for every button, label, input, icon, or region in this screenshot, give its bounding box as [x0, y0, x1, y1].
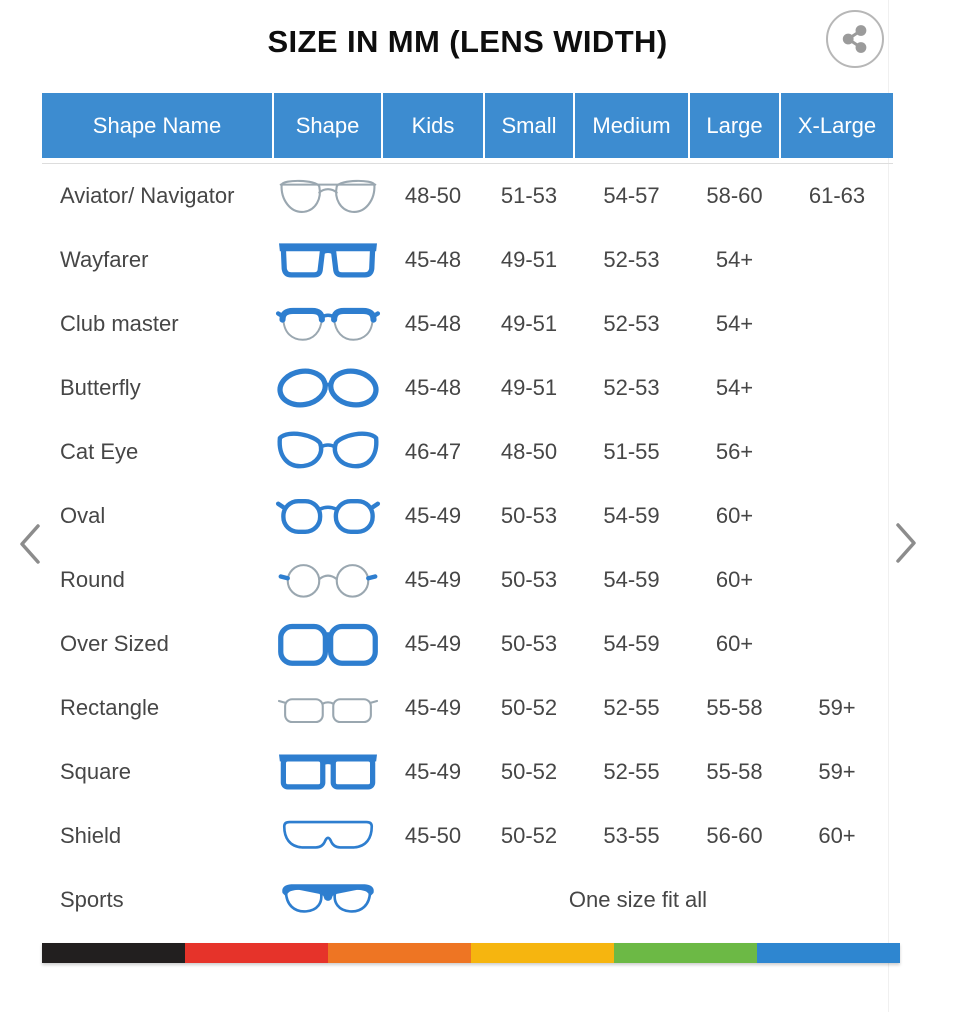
size-value: 49-51: [500, 311, 558, 336]
share-icon: [838, 22, 872, 56]
size-value: 60+: [715, 567, 754, 592]
row-shape-cell: [274, 164, 381, 228]
size-value: 50-52: [500, 695, 558, 720]
sports-glasses-icon: [275, 872, 381, 928]
column-header-shape-name: Shape Name: [42, 93, 272, 158]
row-name: Butterfly: [60, 375, 141, 400]
size-value: 60+: [818, 823, 856, 848]
chevron-left-icon: [16, 522, 44, 566]
row-shape-cell: [274, 484, 381, 548]
size-value: 60+: [715, 503, 754, 528]
chevron-right-icon: [892, 521, 920, 565]
size-value: 49-51: [500, 247, 558, 272]
size-value: 51-53: [500, 183, 558, 208]
row-shape-cell: [274, 548, 381, 612]
stripe-segment-green: [614, 943, 757, 963]
size-value: 58-60: [706, 183, 763, 208]
shield-glasses-icon: [275, 808, 381, 864]
size-value: 54-57: [603, 183, 660, 208]
row-shape-cell: [274, 676, 381, 740]
size-value: 45-50: [404, 823, 462, 848]
size-value: 52-53: [603, 375, 660, 400]
row-name: Wayfarer: [60, 247, 149, 272]
size-value: 53-55: [603, 823, 660, 848]
size-value: 48-50: [404, 183, 462, 208]
round-glasses-icon: [275, 552, 381, 608]
row-name: Round: [60, 567, 125, 592]
size-value: 55-58: [706, 759, 763, 784]
column-header-medium: Medium: [575, 93, 688, 158]
size-value: 45-49: [404, 503, 462, 528]
size-value: 52-53: [603, 247, 660, 272]
size-value: 45-49: [404, 631, 462, 656]
aviator-glasses-icon: [275, 168, 381, 224]
size-value: 54-59: [603, 567, 660, 592]
stripe-segment-orange: [328, 943, 471, 963]
size-value: 60+: [715, 631, 754, 656]
row-name: Sports: [60, 887, 124, 912]
row-shape-cell: [274, 804, 381, 868]
row-shape-cell: [274, 356, 381, 420]
size-value: 46-47: [404, 439, 462, 464]
row-name: Oval: [60, 503, 106, 528]
size-value: 59+: [818, 759, 856, 784]
brand-color-stripe: [42, 943, 900, 963]
column-header-xlarge: X-Large: [781, 93, 893, 158]
size-value: [781, 612, 893, 676]
row-shape-cell: [274, 420, 381, 484]
size-value: [781, 228, 893, 292]
size-value: [781, 292, 893, 356]
size-value: 50-52: [500, 823, 558, 848]
size-value: [781, 484, 893, 548]
size-value: 54+: [715, 247, 754, 272]
row-shape-cell: [274, 740, 381, 804]
size-value: 51-55: [603, 439, 660, 464]
size-value: 54+: [715, 311, 754, 336]
square-glasses-icon: [275, 744, 381, 800]
rectangle-glasses-icon: [275, 680, 381, 736]
row-name: Club master: [60, 311, 179, 336]
size-value: 45-49: [404, 759, 462, 784]
size-value: 48-50: [500, 439, 558, 464]
size-value: 45-48: [404, 311, 462, 336]
butterfly-glasses-icon: [275, 360, 381, 416]
row-name: Over Sized: [60, 631, 169, 656]
column-header-shape: Shape: [274, 93, 381, 158]
size-value: 50-53: [500, 631, 558, 656]
size-value: 52-53: [603, 311, 660, 336]
size-value: 52-55: [603, 759, 660, 784]
carousel-next-button[interactable]: [892, 521, 920, 570]
stripe-segment-red: [185, 943, 328, 963]
row-name: Rectangle: [60, 695, 160, 720]
size-table: [42, 93, 893, 932]
row-name: Square: [60, 759, 131, 784]
size-value: 49-51: [500, 375, 558, 400]
size-value: 50-52: [500, 759, 558, 784]
size-value: 56+: [715, 439, 754, 464]
stripe-segment-black: [42, 943, 185, 963]
row-shape-cell: [274, 868, 381, 932]
row-name: Cat Eye: [60, 439, 139, 464]
stripe-segment-yellow: [471, 943, 614, 963]
size-value: 45-48: [404, 375, 462, 400]
oval-glasses-icon: [275, 488, 381, 544]
size-value: 54-59: [603, 503, 660, 528]
size-value: 61-63: [808, 183, 866, 208]
size-value: 54-59: [603, 631, 660, 656]
size-value: 52-55: [603, 695, 660, 720]
page-title: SIZE IN MM (LENS WIDTH): [267, 24, 668, 59]
column-header-small: Small: [485, 93, 573, 158]
column-header-large: Large: [690, 93, 779, 158]
carousel-prev-button[interactable]: [16, 522, 44, 571]
one-size-note: One size fit all: [568, 887, 708, 912]
size-value: [781, 420, 893, 484]
oversized-glasses-icon: [275, 616, 381, 672]
size-value: 59+: [818, 695, 856, 720]
stripe-segment-blue: [757, 943, 900, 963]
size-value: 55-58: [706, 695, 763, 720]
row-shape-cell: [274, 228, 381, 292]
wayfarer-glasses-icon: [275, 232, 381, 288]
clubmaster-glasses-icon: [275, 296, 381, 352]
row-shape-cell: [274, 292, 381, 356]
size-value: [781, 548, 893, 612]
size-value: 56-60: [706, 823, 763, 848]
size-value: [781, 356, 893, 420]
size-value: 45-48: [404, 247, 462, 272]
size-value: 45-49: [404, 695, 462, 720]
size-value: 54+: [715, 375, 754, 400]
row-name: Shield: [60, 823, 122, 848]
size-value: 45-49: [404, 567, 462, 592]
row-shape-cell: [274, 612, 381, 676]
column-header-kids: Kids: [383, 93, 483, 158]
cateye-glasses-icon: [275, 424, 381, 480]
share-button[interactable]: [826, 10, 884, 68]
size-value: 50-53: [500, 503, 558, 528]
size-value: 50-53: [500, 567, 558, 592]
row-name: Aviator/ Navigator: [60, 183, 235, 208]
